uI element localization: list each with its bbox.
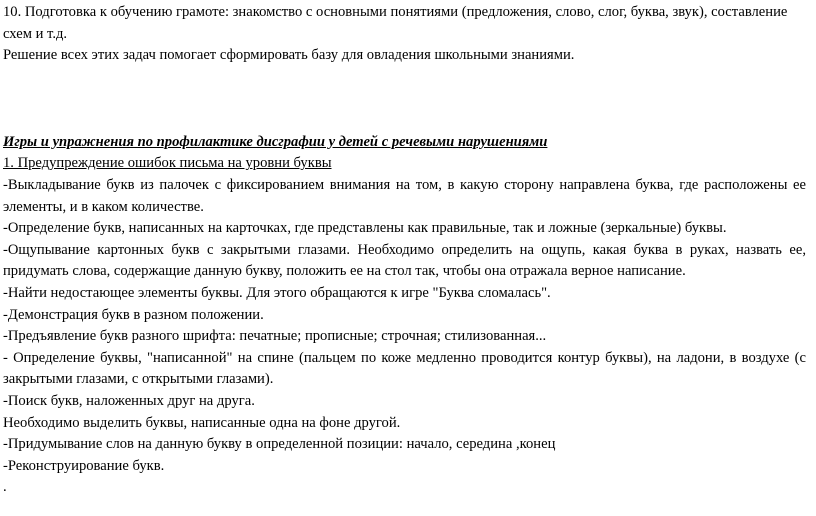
paragraph-missing-elements: -Найти недостающее элементы буквы. Для этого обращаются к игре "Буква сломалась".	[3, 284, 551, 301]
paragraph-word-invention: -Придумывание слов на данную букву в определенной позиции: начало, середина ,конец	[3, 436, 556, 453]
trailing-dot: .	[3, 479, 7, 496]
paragraph-positions: -Демонстрация букв в разном положении.	[3, 306, 264, 323]
paragraph-back-drawing: - Определение буквы, "написанной" на спине (пальцем по коже медленно проводится контур буквы), на ладони, в воздухе (с закрытыми глазами, с открытыми глазами).	[3, 349, 806, 388]
blank-space	[3, 67, 806, 132]
paragraph-overlapping: -Поиск букв, наложенных друг на друга.	[3, 392, 255, 409]
intro-line-1: 10. Подготовка к обучению грамоте: знакомство с основными понятиями (предложения, слово, слог, буква, звук), составление схем и т.д.	[3, 4, 788, 42]
section-heading: Игры и упражнения по профилактике дисграфии у детей с речевыми нарушениями	[3, 133, 548, 150]
paragraph-highlight: Необходимо выделить буквы, написанные одна на фоне другой.	[3, 414, 401, 431]
paragraph-reconstruction: -Реконструирование букв.	[3, 457, 165, 474]
section-subheading: 1. Предупреждение ошибок письма на уровни буквы	[3, 155, 332, 172]
paragraph-touch-letters: -Ощупывание картонных букв с закрытыми глазами. Необходимо определить на ощупь, какая буква в руках, назвать ее, придумать слова, содержащие данную букву, положить ее на стол так, чтобы она отражала верное написание.	[3, 241, 806, 280]
paragraph-letter-sticks: -Выкладывание букв из палочек с фиксированием внимания на том, в какую сторону направлена буква, где расположены ее элементы, и в каком количестве.	[3, 176, 806, 215]
intro-line-2: Решение всех этих задач помогает сформировать базу для овладения школьными знаниями.	[3, 47, 575, 64]
paragraph-card-letters: -Определение букв, написанных на карточках, где представлены как правильные, так и ложные (зеркальные) буквы.	[3, 220, 727, 237]
paragraph-fonts: -Предъявление букв разного шрифта: печатные; прописные; строчная; стилизованная...	[3, 328, 547, 345]
